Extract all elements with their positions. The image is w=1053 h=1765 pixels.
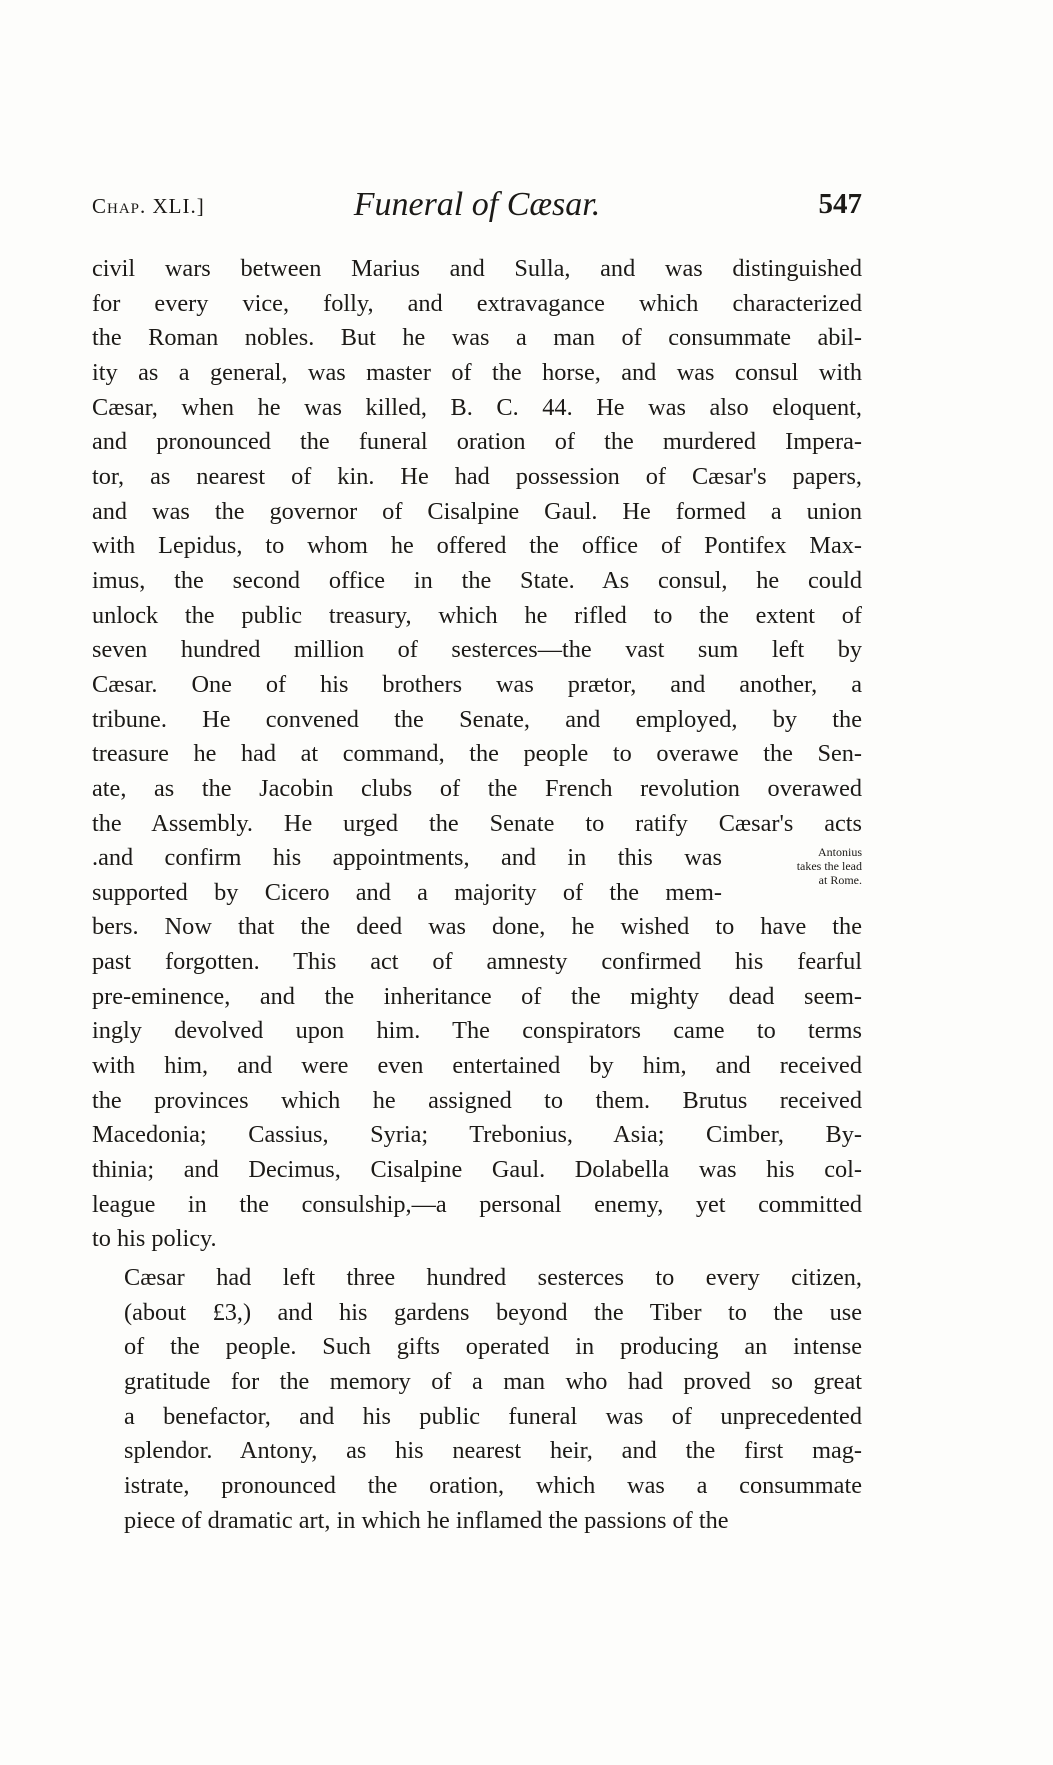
text-line: ingly devolved upon him. The conspirators came to terms [92, 1017, 862, 1045]
text-line: to his policy. [92, 1225, 217, 1253]
text-line [92, 841, 862, 888]
text-line: treasure he had at command, the people to overawe the Sen- [92, 740, 862, 768]
marginal-note-line: at Rome. [818, 873, 862, 888]
text-line: and was the governor of Cisalpine Gaul. He formed a union [92, 497, 862, 525]
text-line: civil wars between Marius and Sulla, and was distinguished [92, 255, 862, 282]
text-line: Cæsar, when he was killed, B. C. 44. He was also eloquent, [92, 393, 862, 421]
text-line: pre-eminence, and the inheritance of the mighty dead seem- [92, 982, 862, 1010]
text-line: istrate, pronounced the oration, which was a consummate [124, 1471, 862, 1499]
text-line: past forgotten. This act of amnesty confirmed his fearful [92, 948, 862, 976]
text-line: Cæsar had left three hundred sesterces to every citizen, [124, 1264, 862, 1292]
text-line: Cæsar. One of his brothers was prætor, and another, a [92, 670, 862, 698]
text-line: the provinces which he assigned to them. Brutus received [92, 1086, 862, 1114]
text-line: with him, and were even entertained by him, and received [92, 1052, 862, 1080]
text-line: splendor. Antony, as his nearest heir, and the first mag- [124, 1437, 862, 1465]
text-line: the Roman nobles. But he was a man of consummate abil- [92, 324, 862, 352]
marginal-note-line: takes the lead [796, 859, 862, 874]
text-line: Macedonia; Cassius, Syria; Trebonius, Asia; Cimber, By- [92, 1121, 862, 1149]
chapter-label: Chap. XLI.] [92, 194, 205, 218]
marginal-note-line: Antonius [817, 845, 862, 860]
text-line: of the people. Such gifts operated in producing an intense [124, 1333, 862, 1361]
text-line: piece of dramatic art, in which he inflamed the passions of the [124, 1506, 729, 1534]
body-text [92, 252, 862, 1538]
text-line: with Lepidus, to whom he offered the office of Pontifex Max- [92, 532, 862, 560]
text-line: (about £3,) and his gardens beyond the Tiber to the use [124, 1298, 862, 1326]
text-line: tor, as nearest of kin. He had possession of Cæsar's papers, [92, 462, 862, 490]
text-line: and pronounced the funeral oration of the murdered Impera- [92, 428, 862, 456]
marginal-note [736, 845, 862, 887]
text-line: unlock the public treasury, which he rifled to the extent of [92, 601, 862, 629]
paragraph [92, 1261, 862, 1538]
text-line: imus, the second office in the State. As consul, he could [92, 566, 862, 594]
text-line-inner: .and confirm his appointments, and in this was [92, 844, 722, 872]
text-line: a benefactor, and his public funeral was of unprecedented [124, 1402, 862, 1430]
text-line: ate, as the Jacobin clubs of the French revolution overawed [92, 774, 862, 802]
text-line: tribune. He convened the Senate, and employed, by the [92, 705, 862, 733]
running-header [92, 186, 862, 230]
text-line: for every vice, folly, and extravagance which characterized [92, 289, 862, 317]
text-line: the Assembly. He urged the Senate to ratify Cæsar's acts [92, 809, 862, 837]
text-line: ity as a general, was master of the horse, and was consul with [92, 358, 862, 386]
text-line: bers. Now that the deed was done, he wished to have the [92, 913, 862, 941]
text-line: gratitude for the memory of a man who had proved so great [124, 1368, 862, 1395]
text-line: supported by Cicero and a majority of the mem- [92, 878, 722, 906]
text-line: thinia; and Decimus, Cisalpine Gaul. Dolabella was his col- [92, 1156, 862, 1184]
text-line: seven hundred million of sesterces—the vast sum left by [92, 636, 862, 664]
paragraph [92, 252, 862, 1257]
text-line: league in the consulship,—a personal enemy, yet committed [92, 1190, 862, 1218]
page-title: Funeral of Cæsar. [353, 186, 601, 223]
page-number: 547 [818, 188, 862, 220]
